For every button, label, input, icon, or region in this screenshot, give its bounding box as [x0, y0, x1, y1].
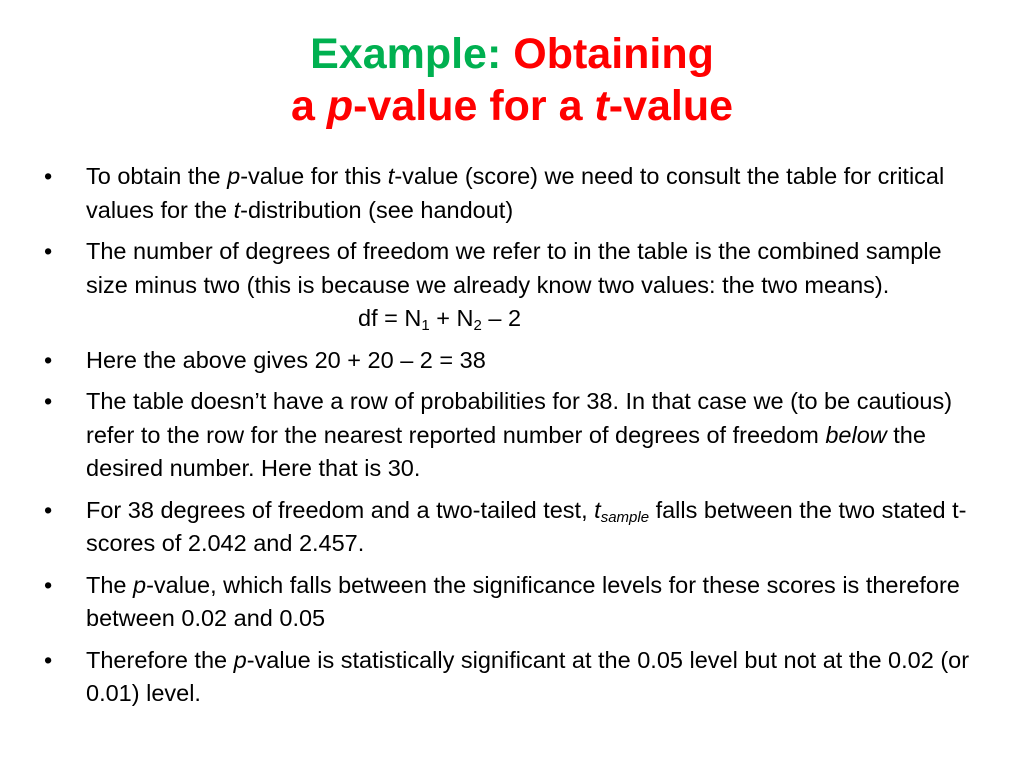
bullet-item-1	[44, 160, 984, 227]
title-example-label: Example:	[310, 30, 502, 78]
bullet-item-7	[44, 644, 984, 711]
title-obtaining: Obtaining	[513, 30, 714, 78]
bullet-dot-icon: •	[44, 238, 53, 264]
formula-sub-1: 1	[421, 317, 430, 334]
bullet-item-5	[44, 494, 984, 561]
bullet-dot-icon: •	[44, 571, 53, 598]
title-t: t	[594, 82, 609, 130]
title-a: a	[290, 82, 315, 130]
bullet-5-text-a: For 38 degrees of freedom and a two-tailed test,	[86, 496, 595, 523]
title-line-2	[0, 80, 1024, 132]
bullet-6-text-b: -value, which falls between the significance levels for these scores is therefore between 0.02 and 0.05	[86, 571, 960, 631]
formula-part-1: df = N	[358, 305, 422, 331]
formula-sub-2: 2	[473, 317, 482, 334]
bullet-item-4	[44, 385, 984, 486]
bullet-3-text: Here the above gives 20 + 20 – 2 = 38	[86, 346, 486, 373]
title-line-1	[0, 28, 1024, 80]
bullet-4-text-b: the desired number. Here that is 30.	[86, 421, 926, 481]
bullet-7-p: p	[233, 646, 247, 673]
bullet-7-text-a: Therefore the	[86, 646, 234, 673]
bullet-1-p: p	[227, 163, 241, 189]
bullet-dot-icon: •	[44, 646, 53, 673]
bullet-1-text-c: -value (score) we need to consult the table for critical values for the	[86, 163, 945, 223]
formula-part-2: + N	[429, 305, 474, 331]
bullet-2-text: The number of degrees of freedom we refer to in the table is the combined sample size minus two (this is because we already know two values: the two means).	[86, 238, 942, 298]
bullet-dot-icon: •	[44, 496, 53, 523]
bullet-1-text-d: -distribution (see handout)	[240, 196, 514, 223]
bullet-4-below: below	[825, 421, 887, 448]
bullet-item-6	[44, 569, 984, 636]
df-formula	[86, 302, 984, 336]
bullet-dot-icon: •	[44, 388, 53, 414]
title-mid: -value for a	[353, 82, 583, 130]
title-end: -value	[608, 82, 734, 130]
title-p: p	[326, 82, 354, 130]
bullet-6-p: p	[133, 571, 147, 598]
slide-title	[0, 28, 1024, 132]
bullet-5-t: t	[594, 496, 601, 523]
bullet-1-t2: t	[233, 196, 241, 223]
formula-part-3: – 2	[481, 305, 522, 331]
bullet-list	[44, 160, 984, 719]
bullet-dot-icon: •	[44, 163, 53, 189]
bullet-5-text-b: falls between the two stated t-scores of 2.042 and 2.457.	[86, 496, 967, 556]
bullet-item-3	[44, 344, 984, 378]
bullet-4-text-a: The table doesn’t have a row of probabilities for 38. In that case we (to be cautious) refer to the row for the nearest reported number of degrees of freedom	[86, 388, 953, 448]
bullet-6-text-a: The	[86, 571, 134, 598]
bullet-item-2	[44, 235, 984, 336]
bullet-7-text-b: -value is statistically significant at the 0.05 level but not at the 0.02 (or 0.01) level.	[86, 646, 970, 706]
bullet-1-text-b: -value for this	[240, 163, 388, 189]
bullet-1-t: t	[387, 163, 395, 189]
bullet-1-text-a: To obtain the	[86, 163, 228, 189]
bullet-dot-icon: •	[44, 346, 53, 373]
bullet-5-sample-sub: sample	[600, 508, 650, 526]
